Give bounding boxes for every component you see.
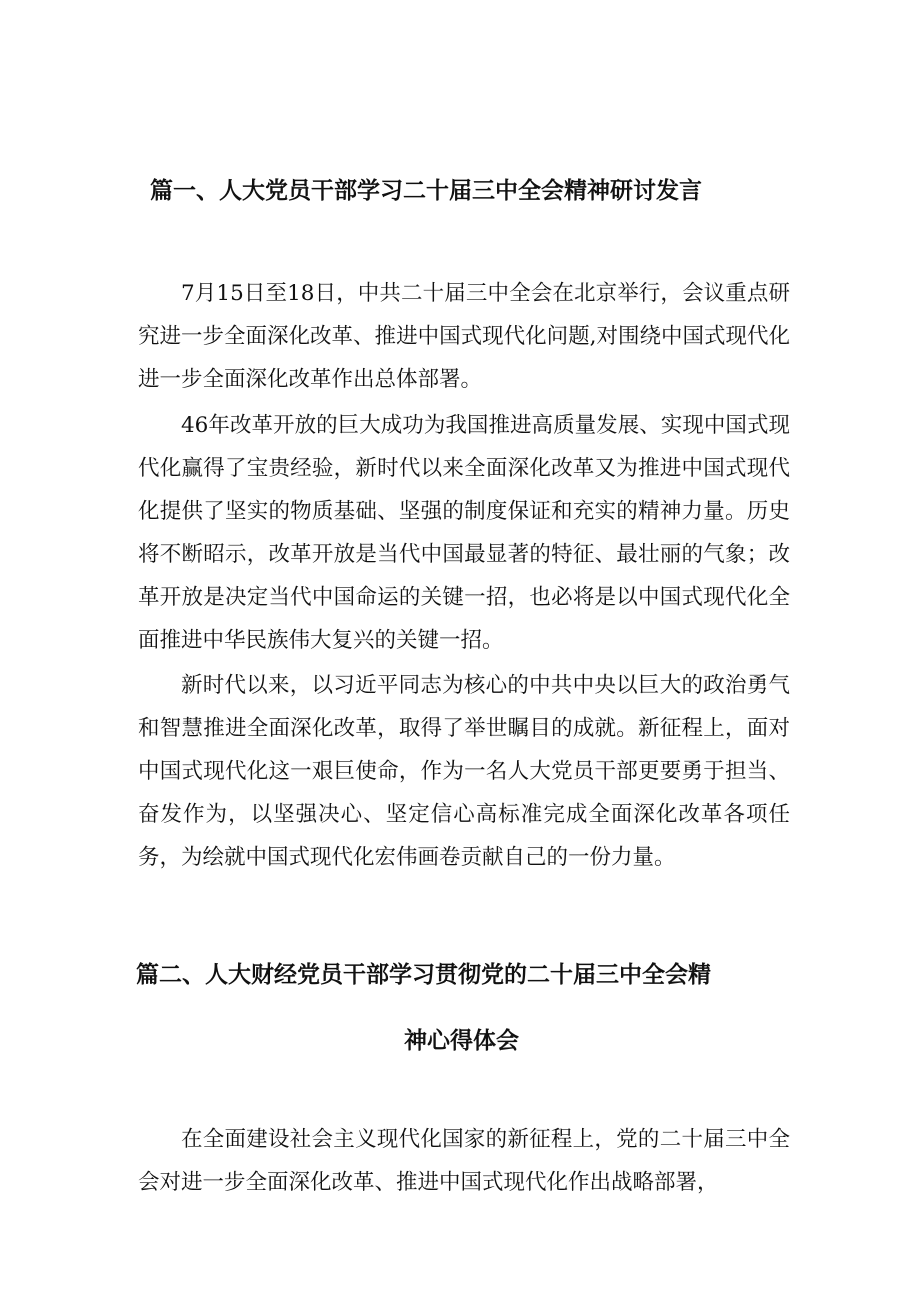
section-1-paragraph-3: 新时代以来，以习近平同志为核心的中共中央以巨大的政治勇气和智慧推进全面深化改革，取得了举世瞩目的成就。新征程上，面对中国式现代化这一艰巨使命，作为一名人大党员干部更要勇于担当、奋发作为，以坚强决心、坚定信心高标准完成全面深化改革各项任务，为绘就中国式现代化宏伟画卷贡献自己的一份力量。	[138, 673, 790, 870]
section-1-title: 篇一、人大党员干部学习二十届三中全会精神研讨发言	[150, 178, 702, 204]
section-1-paragraph-2: 46年改革开放的巨大成功为我国推进高质量发展、实现中国式现代化赢得了宝贵经验，新时代以来全面深化改革又为推进中国式现代化提供了坚实的物质基础、坚强的制度保证和充实的精神力量。历史将不断昭示，改革开放是当代中国最显著的特征、最壮丽的气象；改革开放是决定当代中国命运的关键一招，也必将是以中国式现代化全面推进中华民族伟大复兴的关键一招。	[138, 413, 790, 653]
section-1-paragraph-1: 7月15日至18日，中共二十届三中全会在北京举行，会议重点研究进一步全面深化改革、推进中国式现代化问题,对围绕中国式现代化进一步全面深化改革作出总体部署。	[138, 281, 790, 392]
section-2-paragraph-1: 在全面建设社会主义现代化国家的新征程上，党的二十届三中全会对进一步全面深化改革、推进中国式现代化作出战略部署，	[138, 1127, 790, 1195]
section-2-title-line-1: 篇二、人大财经党员干部学习贯彻党的二十届三中全会精	[136, 962, 711, 988]
section-2-title-line-2: 神心得体会	[404, 1028, 519, 1054]
